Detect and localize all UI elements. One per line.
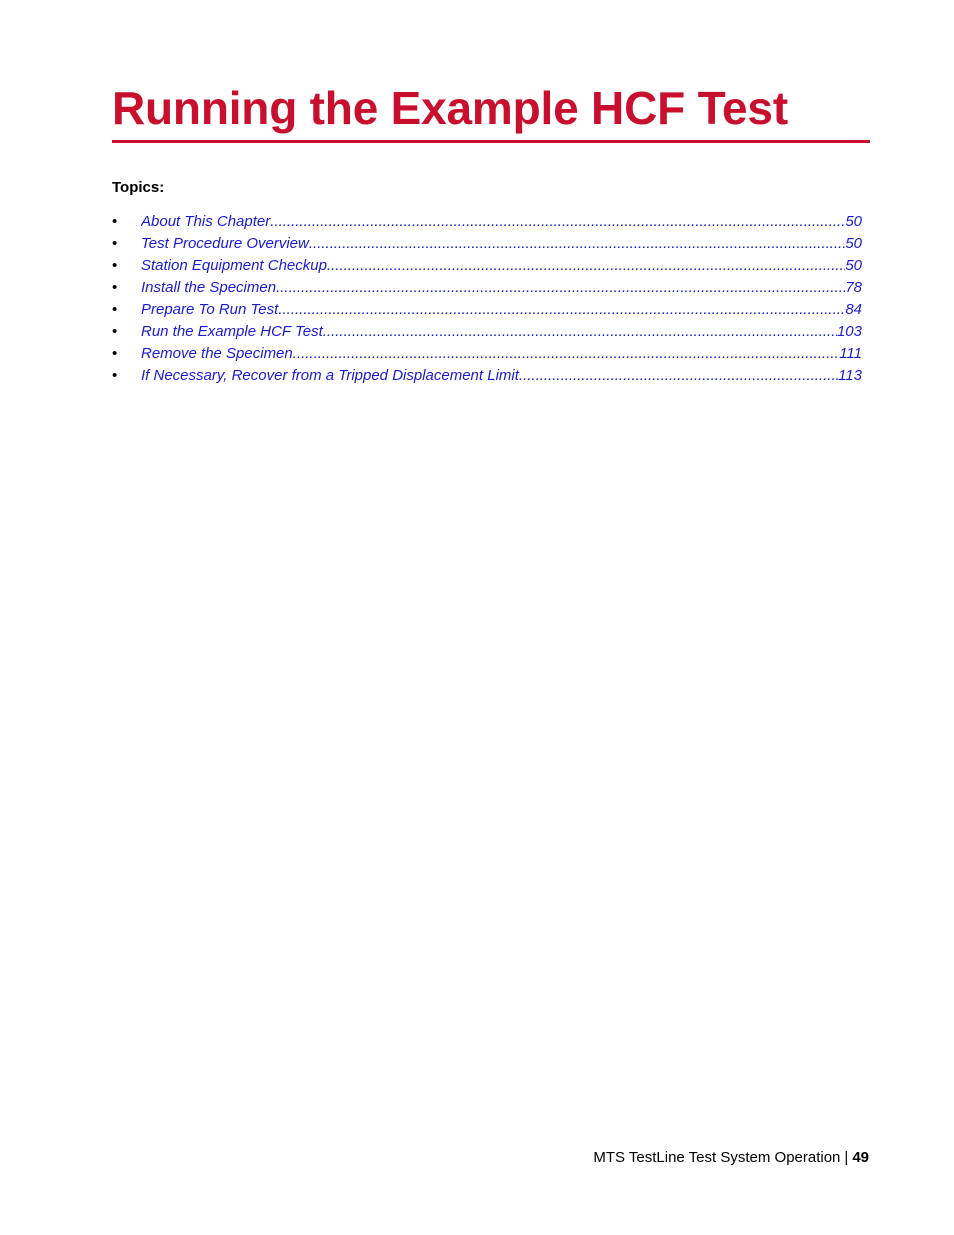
title-rule bbox=[112, 140, 870, 143]
toc-link-about-this-chapter[interactable] bbox=[141, 211, 862, 233]
toc-link-label: Run the Example HCF Test bbox=[141, 323, 323, 340]
footer-separator: | bbox=[844, 1149, 849, 1166]
toc-link-recover-tripped-displacement-limit[interactable] bbox=[141, 365, 862, 387]
toc-link-label: Remove the Specimen bbox=[141, 345, 293, 362]
dot-leader bbox=[519, 365, 838, 387]
toc-link-station-equipment-checkup[interactable] bbox=[141, 255, 862, 277]
toc-page-number: 78 bbox=[845, 279, 862, 296]
toc-page-number: 50 bbox=[845, 257, 862, 274]
toc-item bbox=[112, 233, 862, 255]
toc-page-number: 84 bbox=[845, 301, 862, 318]
bullet-icon: • bbox=[112, 323, 118, 340]
toc-link-remove-the-specimen[interactable] bbox=[141, 343, 862, 365]
dot-leader bbox=[293, 343, 839, 365]
toc-link-install-the-specimen[interactable] bbox=[141, 277, 862, 299]
toc-link-test-procedure-overview[interactable] bbox=[141, 233, 862, 255]
page-title: Running the Example HCF Test bbox=[112, 82, 788, 134]
toc-item bbox=[112, 255, 862, 277]
toc-link-label: Prepare To Run Test bbox=[141, 301, 279, 318]
bullet-icon: • bbox=[112, 367, 118, 384]
toc-link-run-the-example-hcf-test[interactable] bbox=[141, 321, 862, 343]
bullet-icon: • bbox=[112, 345, 118, 362]
toc-item bbox=[112, 211, 862, 233]
toc-link-prepare-to-run-test[interactable] bbox=[141, 299, 862, 321]
topics-list bbox=[112, 211, 862, 387]
page-footer bbox=[593, 1148, 869, 1168]
toc-item bbox=[112, 365, 862, 387]
toc-item bbox=[112, 343, 862, 365]
footer-page-number: 49 bbox=[852, 1149, 869, 1166]
bullet-icon: • bbox=[112, 279, 118, 296]
toc-link-label: Station Equipment Checkup bbox=[141, 257, 327, 274]
toc-item bbox=[112, 277, 862, 299]
toc-link-label: About This Chapter bbox=[141, 213, 271, 230]
dot-leader bbox=[309, 233, 845, 255]
toc-page-number: 50 bbox=[845, 213, 862, 230]
toc-page-number: 113 bbox=[838, 367, 862, 384]
toc-link-label: Test Procedure Overview bbox=[141, 235, 309, 252]
dot-leader bbox=[278, 299, 845, 321]
dot-leader bbox=[270, 211, 845, 233]
footer-doc-title: MTS TestLine Test System Operation bbox=[593, 1149, 841, 1166]
bullet-icon: • bbox=[112, 301, 118, 318]
toc-page-number: 50 bbox=[845, 235, 862, 252]
dot-leader bbox=[276, 277, 845, 299]
bullet-icon: • bbox=[112, 235, 118, 252]
toc-link-label: If Necessary, Recover from a Tripped Displacement Limit bbox=[141, 367, 519, 384]
toc-page-number: 111 bbox=[839, 345, 862, 362]
bullet-icon: • bbox=[112, 257, 118, 274]
dot-leader bbox=[327, 255, 845, 277]
topics-heading: Topics: bbox=[112, 179, 165, 196]
toc-link-label: Install the Specimen bbox=[141, 279, 277, 296]
toc-item bbox=[112, 299, 862, 321]
toc-page-number: 103 bbox=[836, 323, 862, 340]
toc-item bbox=[112, 321, 862, 343]
bullet-icon: • bbox=[112, 213, 118, 230]
dot-leader bbox=[323, 321, 837, 343]
